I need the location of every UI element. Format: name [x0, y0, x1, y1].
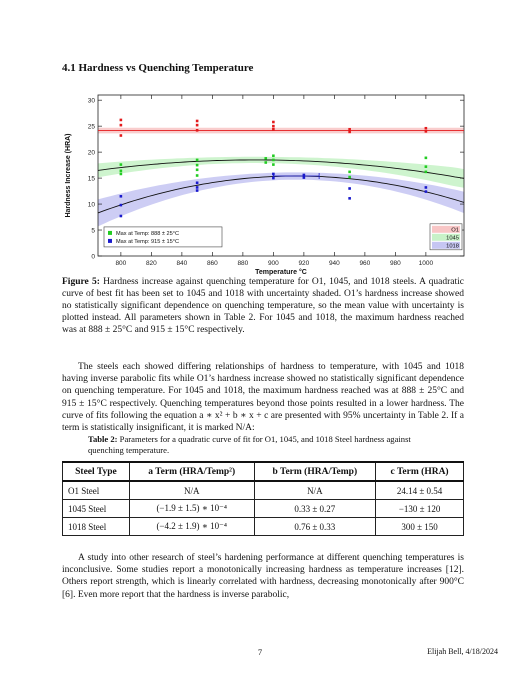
- parameter-table: [62, 461, 464, 536]
- data-point-1045: [425, 165, 428, 168]
- fit-band-1018: [98, 172, 464, 226]
- data-point-O1: [272, 121, 275, 124]
- data-point-1045: [196, 164, 199, 167]
- table-cell: O1 Steel: [63, 481, 130, 500]
- data-point-1018: [196, 189, 199, 192]
- table-row: [63, 481, 464, 500]
- legend-label-1018: 1018: [446, 243, 459, 250]
- x-axis-label: Temperature °C: [255, 269, 307, 276]
- data-point-1045: [264, 161, 267, 164]
- data-point-1018: [196, 181, 199, 184]
- table-cell: 1018 Steel: [63, 518, 130, 536]
- y-tick-label: 25: [87, 123, 95, 131]
- data-point-O1: [272, 128, 275, 131]
- table-cell: (−4.2 ± 1.9) ∗ 10⁻⁴: [129, 518, 254, 536]
- page-number: 7: [257, 647, 263, 657]
- y-axis-label: Hardness Increase (HRA): [65, 133, 72, 218]
- legend-max-swatch-1045: [108, 231, 112, 235]
- legend-label-1045: 1045: [446, 235, 459, 242]
- data-point-1045: [264, 157, 267, 160]
- data-point-O1: [272, 125, 275, 128]
- body-paragraph-1: The steels each showed differing relationships of hardness to temperature, with 1045 and 1018 having inverse parabolic fits while O1’s hardness increase showed no statistically significant dependence on quenching temperature. For 1045 and 1018, the maximum hardness reached was at 888 ± 25°C and 915 ± 15°C respectively. Quenching temperatures beyond those points resulted in a lower hardness. The curve of fits following the equation a ∗ x² + b ∗ x + c are presented with 95% uncertainty in Table 2. If a term is statistically insignificant, it is marked N/A:: [62, 362, 464, 434]
- x-tick-label: 980: [389, 260, 401, 267]
- y-tick-label: 15: [87, 175, 95, 183]
- footer-author: Elijah Bell, 4/18/2024: [427, 647, 498, 656]
- data-point-1018: [425, 190, 428, 193]
- x-tick-label: 860: [206, 260, 218, 267]
- table-row: [63, 500, 464, 518]
- data-point-1045: [272, 154, 275, 157]
- table-caption-label: Table 2:: [88, 434, 118, 444]
- data-point-O1: [196, 124, 199, 127]
- y-tick-label: 20: [87, 149, 95, 157]
- data-point-1018: [303, 176, 306, 179]
- y-tick-label: 30: [87, 97, 95, 105]
- data-point-1045: [272, 163, 275, 166]
- data-point-1045: [425, 171, 428, 174]
- table-cell: 300 ± 150: [376, 518, 464, 536]
- table-cell: N/A: [254, 481, 376, 500]
- x-tick-label: 820: [145, 260, 157, 267]
- body-paragraph-2: A study into other research of steel’s hardening performance at different quenching temperatures is inconclusive. Some studies report a monotonically increasing hardness as temperature increases [12]. Others report strength, which is linearly correlated with hardness, decreasing monotonically after 900°C [6]. Even more report that the hardness is inverse parabolic,: [62, 553, 464, 600]
- data-point-1018: [272, 173, 275, 176]
- data-point-1045: [425, 157, 428, 160]
- legend-label-O1: O1: [451, 227, 459, 234]
- legend-max-swatch-1018: [108, 239, 112, 243]
- data-point-O1: [425, 130, 428, 133]
- data-point-O1: [120, 134, 123, 137]
- data-point-O1: [120, 124, 123, 127]
- data-point-1045: [348, 171, 351, 174]
- table-cell: 0.33 ± 0.27: [254, 500, 376, 518]
- data-point-1018: [425, 186, 428, 189]
- figure-caption: [62, 276, 464, 336]
- data-point-1045: [196, 168, 199, 171]
- figure-caption-text: Hardness increase against quenching temperature for O1, 1045, and 1018 steels. A quadratic curve of best fit has been set to 1045 and 1018 with uncertainty shaded. O1’s hardness increase showed no statistically significant dependence on quenching temperature, so the mean value with uncertainty is plotted instead. All parameters shown in Table 2. For 1045 and 1018, the maximum hardness reached was at 888 ± 25°C and 915 ± 15°C respectively.: [62, 277, 464, 335]
- data-point-O1: [348, 131, 351, 134]
- table-header-a: a Term (HRA/Temp²): [129, 462, 254, 481]
- data-point-1018: [348, 187, 351, 190]
- data-point-1045: [120, 173, 123, 176]
- data-point-1045: [196, 174, 199, 177]
- data-point-1018: [120, 195, 123, 198]
- x-tick-label: 840: [176, 260, 188, 267]
- y-tick-label: 10: [87, 201, 95, 209]
- data-point-1018: [303, 174, 306, 177]
- x-tick-label: 1000: [418, 260, 434, 267]
- data-point-1045: [120, 163, 123, 166]
- data-point-O1: [348, 128, 351, 131]
- data-point-O1: [196, 120, 199, 123]
- data-point-1018: [272, 177, 275, 180]
- data-point-1045: [196, 159, 199, 162]
- hardness-chart: [60, 90, 472, 276]
- x-tick-label: 960: [359, 260, 371, 267]
- table-cell: 24.14 ± 0.54: [376, 481, 464, 500]
- legend-max-label-1045: Max at Temp: 888 ± 25°C: [116, 230, 180, 237]
- table-row: [63, 518, 464, 536]
- data-point-O1: [425, 127, 428, 130]
- data-point-1018: [348, 197, 351, 200]
- data-point-1018: [120, 215, 123, 218]
- table-cell: 1045 Steel: [63, 500, 130, 518]
- x-tick-label: 940: [328, 260, 340, 267]
- table-header-row: [63, 462, 464, 481]
- x-tick-label: 920: [298, 260, 310, 267]
- x-tick-label: 900: [267, 260, 279, 267]
- data-point-1045: [120, 170, 123, 173]
- figure-caption-label: Figure 5:: [62, 277, 100, 287]
- data-point-1045: [272, 159, 275, 162]
- data-point-1018: [196, 186, 199, 189]
- data-point-O1: [120, 119, 123, 122]
- x-tick-label: 880: [237, 260, 249, 267]
- data-point-1045: [348, 176, 351, 179]
- x-tick-label: 800: [115, 260, 127, 267]
- table-caption-text: Parameters for a quadratic curve of fit for O1, 1045, and 1018 Steel hardness against quenching temperature.: [88, 434, 411, 455]
- y-tick-label: 5: [91, 227, 95, 235]
- y-tick-label: 0: [91, 253, 95, 261]
- data-point-O1: [196, 129, 199, 132]
- table-header-steel: Steel Type: [63, 462, 130, 481]
- table-header-c: c Term (HRA): [376, 462, 464, 481]
- table-cell: N/A: [129, 481, 254, 500]
- table-cell: −130 ± 120: [376, 500, 464, 518]
- table-caption: [88, 434, 428, 456]
- table-cell: 0.76 ± 0.33: [254, 518, 376, 536]
- table-header-b: b Term (HRA/Temp): [254, 462, 376, 481]
- data-point-1018: [120, 204, 123, 207]
- section-heading: 4.1 Hardness vs Quenching Temperature: [62, 62, 254, 74]
- table-cell: (−1.9 ± 1.5) ∗ 10⁻⁴: [129, 500, 254, 518]
- legend-max-label-1018: Max at Temp: 915 ± 15°C: [116, 238, 180, 245]
